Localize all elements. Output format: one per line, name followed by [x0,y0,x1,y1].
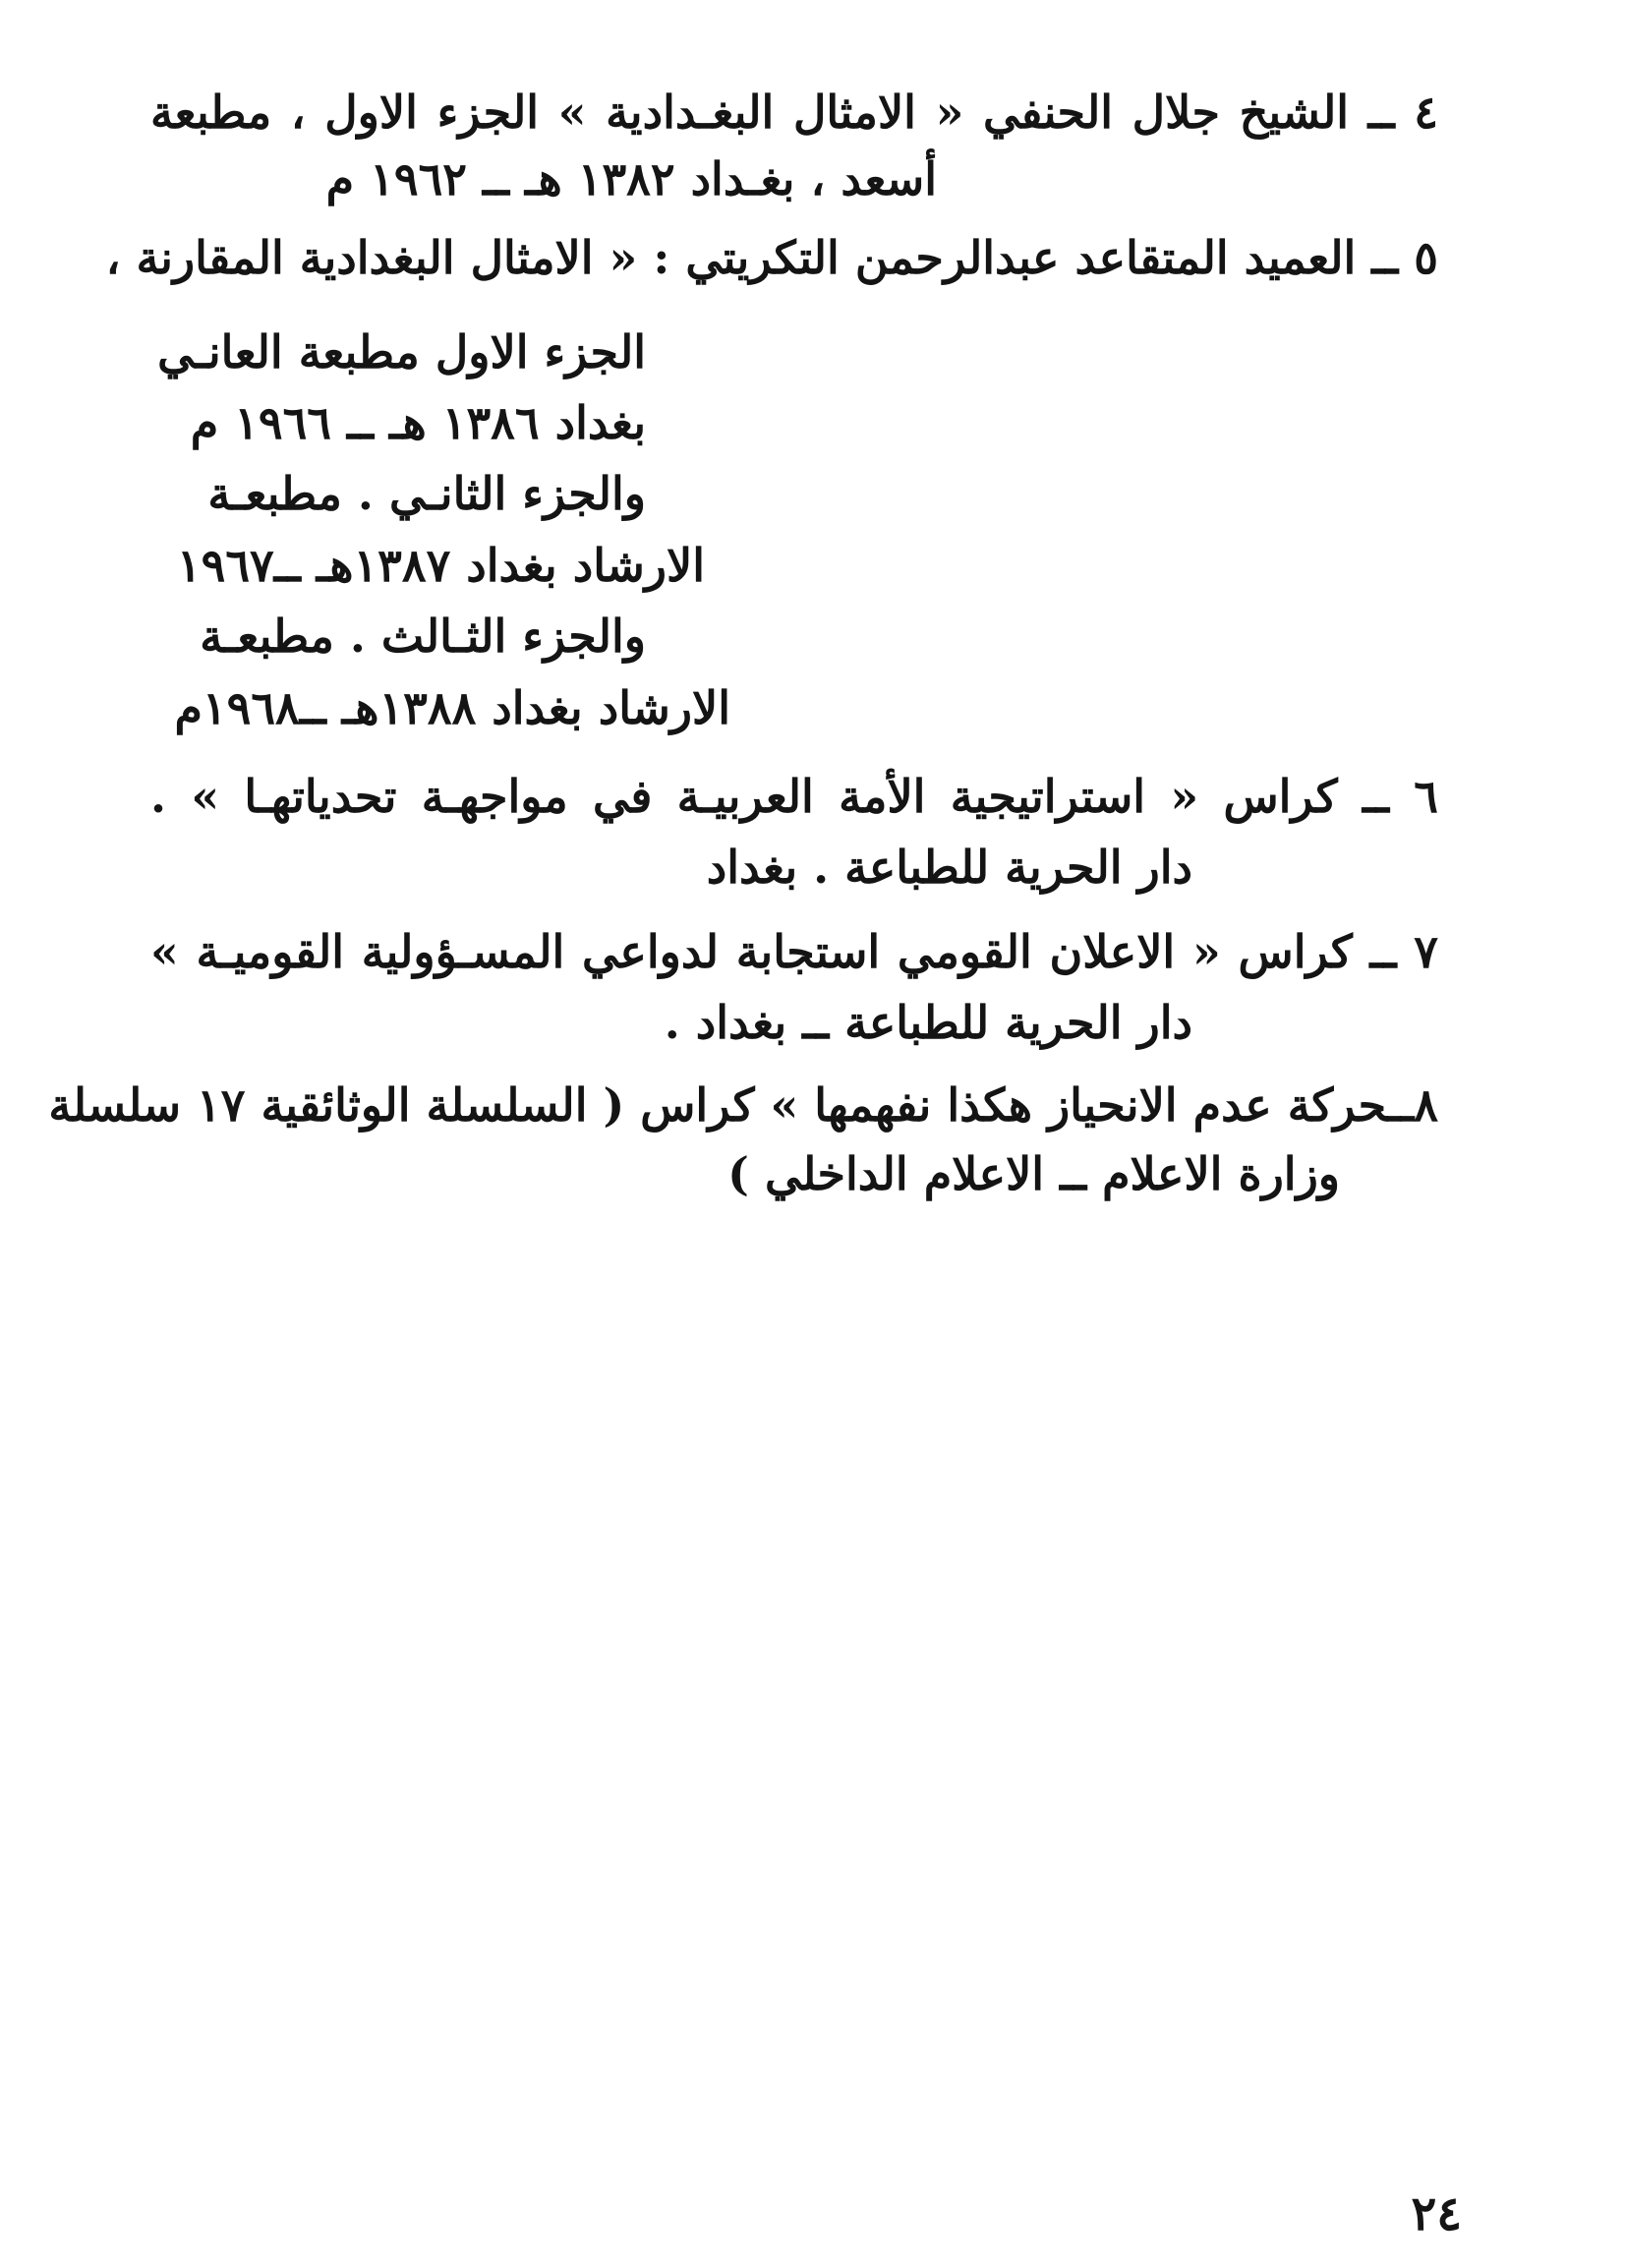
reference-8-line-1: ٨ــحركة عدم الانحياز هكذا نفهمها » كراس ( السلسلة الوثائقية ١٧ سلسلة [48,1078,1438,1132]
page-number: ٢٤ [1411,2186,1462,2241]
reference-4-line-2: أسعد ، بغـداد ١٣٨٢ هـ ــ ١٩٦٢ م [325,152,937,205]
reference-6-line-2: دار الحرية للطباعة . بغداد [706,841,1192,894]
reference-8-line-2: وزارة الاعلام ــ الاعلام الداخلي ) [727,1147,1340,1200]
reference-6-line-1: ٦ ــ كراس « استراتيجية الأمة العربيـة في مواجهـة تحدياتهـا » . [150,770,1438,823]
reference-5-line-6: والجزء الثـالث . مطبعـة [200,610,646,663]
reference-7-line-1: ٧ ــ كراس « الاعلان القومي استجابة لدواعي المسـؤولية القوميـة » [150,925,1438,978]
reference-7-line-2: دار الحرية للطباعة ــ بغداد . [664,996,1192,1049]
reference-5-line-2: الجزء الاول مطبعة العانـي [157,325,646,378]
reference-5-line-7: الارشاد بغداد ١٣٨٨هـ ــ١٩٦٨م [174,681,730,734]
reference-5-line-1: ٥ ــ العميد المتقاعد عبدالرحمن التكريتي : « الامثال البغدادية المقارنة ، [105,231,1438,284]
reference-5-line-5: الارشاد بغداد ١٣٨٧هـ ــ١٩٦٧ [176,539,705,592]
reference-4-line-1: ٤ ــ الشيخ جلال الحنفي « الامثال البغـدادية » الجزء الاول ، مطبعة [150,86,1438,139]
reference-5-line-3: بغداد ١٣٨٦ هـ ــ ١٩٦٦ م [190,396,646,449]
reference-5-line-4: والجزء الثانـي . مطبعـة [207,467,646,520]
